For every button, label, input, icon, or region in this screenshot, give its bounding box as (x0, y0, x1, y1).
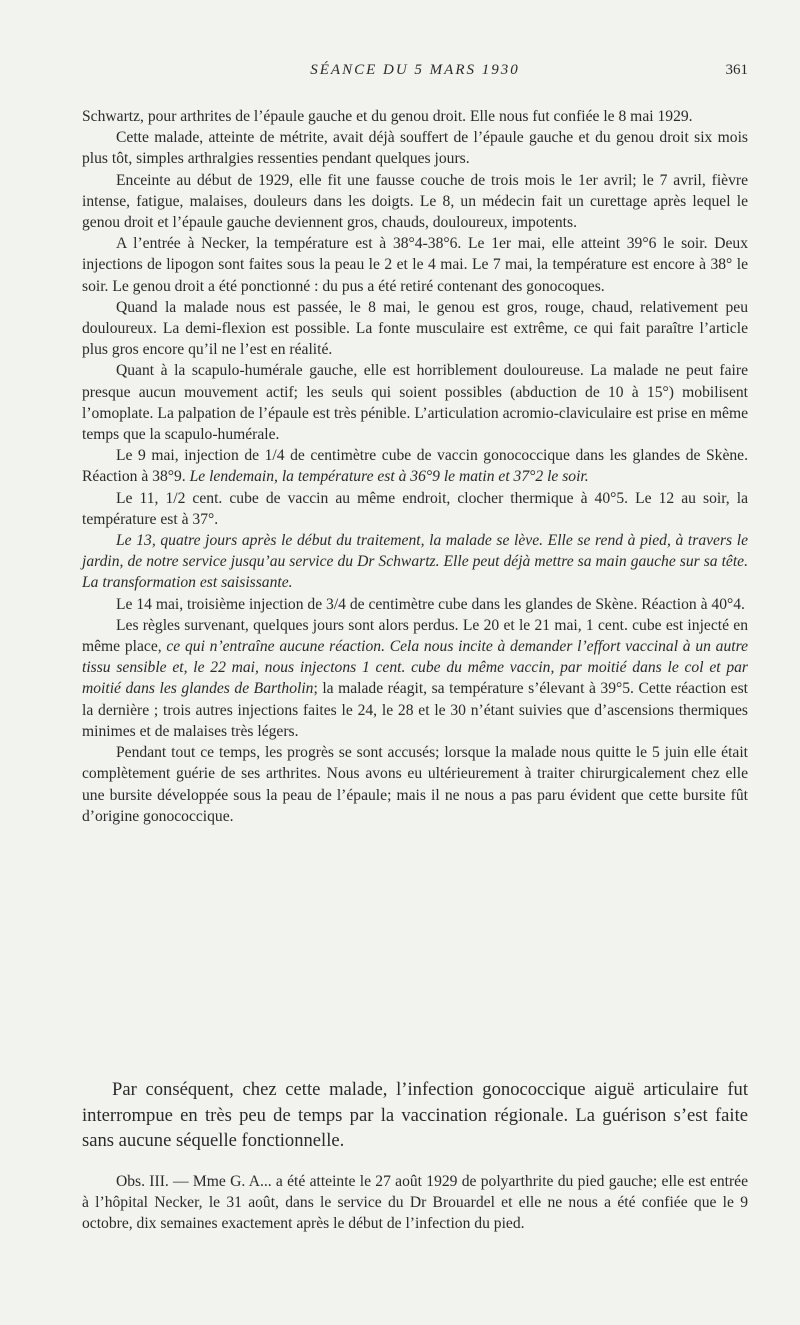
paragraph: Quand la malade nous est passée, le 8 mai, le genou est gros, rouge, chaud, relativement peu douloureux. La demi-flexion est possible. La fonte musculaire est extrême, ce qui fait paraître l’article plus gros encore qu’il ne l’est en réalité. (82, 298, 748, 359)
paragraph: Cette malade, atteinte de métrite, avait déjà souffert de l’épaule gauche et du genou droit six mois plus tôt, simples arthralgies ressenties pendant quelques jours. (82, 129, 748, 168)
page-header (82, 62, 748, 84)
running-title: SÉANCE DU 5 MARS 1930 (310, 62, 520, 78)
paragraph: Pendant tout ce temps, les progrès se sont accusés; lorsque la malade nous quitte le 5 juin elle était complètement guérie de ses arthrites. Nous avons eu ultérieurement à traiter chirurgicalement chez elle une bursite développée sous la peau de l’épaule; mais il ne nous a pas paru évident que cette bursite fût d’origine gonococcique. (82, 744, 748, 825)
paragraph: Quant à la scapulo-humérale gauche, elle est horriblement douloureuse. La malade ne peut faire presque aucun mouvement actif; les seuls qui soient possibles (abduction de 10 à 15°) mobilisent l’omoplate. La palpation de l’épaule est très pénible. L’articulation acromio-claviculaire est prise en même temps que la scapulo-humérale. (82, 362, 748, 444)
paragraph: Les règles survenant, quelques jours sont alors perdus. Le 20 et le 21 mai, 1 cent. cube est injecté en même place, ce qui n’entraîne aucune réaction. Cela nous incite à demander l’effort vaccinal à un autre tissu sensible et, le 22 mai, nous injectons 1 cent. cube du même vaccin, par moitié dans le col et par moitié dans les glandes de Bartholin; la malade réagit, sa température s’élevant à 39°5. Cette réaction est la dernière ; trois autres injections faites le 24, le 28 et le 30 n’étant suivies que d’ascensions thermiques minimes et de malaises très légers. (82, 616, 748, 740)
observation-paragraph: Obs. III. — Mme G. A... a été atteinte le 27 août 1929 de polyarthrite du pied gauche; elle est entrée à l’hôpital Necker, le 31 août, dans le service du Dr Brouardel et elle ne nous a été confiée que le 9 octobre, dix semaines exactement après le début de l’infection du pied. (82, 1173, 748, 1233)
paragraph: Le 13, quatre jours après le début du traitement, la malade se lève. Elle se rend à pied, à travers le jardin, de notre service jusqu’au service du Dr Schwartz. Elle peut déjà mettre sa main gauche sur sa tête. La transformation est saisissante. (82, 532, 748, 592)
paragraph: Le 14 mai, troisième injection de 3/4 de centimètre cube dans les glandes de Skène. Réaction à 40°4. (116, 595, 745, 613)
paragraph: A l’entrée à Necker, la température est à 38°4-38°6. Le 1er mai, elle atteint 39°6 le soir. Deux injections de lipogon sont faites sous la peau le 2 et le 4 mai. Le 7 mai, la température est encore à 38° le soir. Le genou droit a été ponctionné : du pus a été retiré contenant des gonocoques. (82, 235, 748, 295)
summary-paragraph: Par conséquent, chez cette malade, l’infection gonococcique aiguë articulaire fut interrompue en très peu de temps par la vaccination régionale. La guérison s’est faite sans aucune séquelle fonctionnelle. (82, 1079, 748, 1151)
paragraph: Le 11, 1/2 cent. cube de vaccin au même endroit, clocher thermique à 40°5. Le 12 au soir, la température est à 37°. (82, 489, 748, 528)
paragraph: Le 9 mai, injection de 1/4 de centimètre cube de vaccin gonococcique dans les glandes de Skène. Réaction à 38°9. Le lendemain, la température est à 36°9 le matin et 37°2 le soir. (82, 447, 748, 486)
page-number: 361 (725, 62, 748, 78)
paragraph: Schwartz, pour arthrites de l’épaule gauche et du genou droit. Elle nous fut confiée le 8 mai 1929. (82, 108, 693, 125)
paragraph: Enceinte au début de 1929, elle fit une fausse couche de trois mois le 1er avril; le 7 avril, fièvre intense, fatigue, malaises, douleurs dans les doigts. Le 8, un médecin fait un curettage après lequel le genou droit et l’épaule gauche deviennent gros, chauds, douloureux, impotents. (82, 171, 748, 232)
body-text (82, 106, 748, 827)
